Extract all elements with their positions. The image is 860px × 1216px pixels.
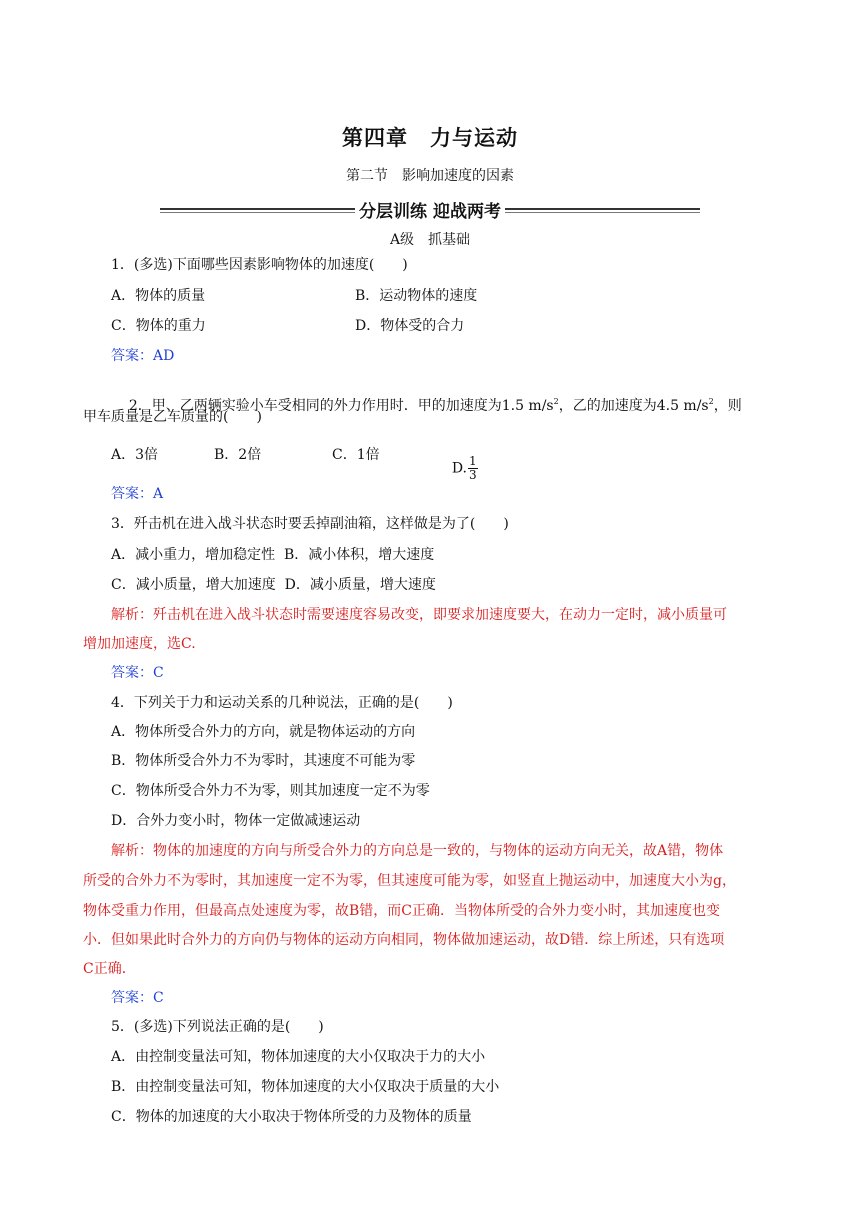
q2-stem-part2: ，乙的加速度为4.5 m/s: [558, 398, 709, 414]
q2-stem-line2: 甲车质量是乙车质量的( ): [83, 409, 262, 425]
q5-option-c: C．物体的加速度的大小取决于物体所受的力及物体的质量: [111, 1109, 472, 1125]
q3-options-cd: C．减小质量，增大加速度 D．减小质量，增大速度: [111, 577, 436, 593]
q4-analysis-line1: 解析：物体的加速度的方向与所受合外力的方向总是一致的，与物体的运动方向无关，故A错，物体: [111, 843, 724, 859]
level-heading: A级 抓基础: [389, 232, 471, 248]
q4-analysis-line2: 所受的合外力不为零时，其加速度一定不为零，但其速度可能为零，如竖直上抛运动中，加速度大小为g，: [83, 873, 736, 889]
q2-answer: 答案：A: [111, 486, 164, 502]
q1-option-c: C．物体的重力: [111, 318, 206, 334]
banner: [160, 196, 700, 222]
banner-text: 分层训练 迎战两考: [359, 201, 501, 222]
fraction-denominator: 3: [469, 468, 477, 482]
q1-option-b: B．运动物体的速度: [355, 288, 478, 304]
chapter-title: 第四章 力与运动: [342, 126, 518, 150]
q4-analysis-line5: C正确．: [83, 961, 136, 977]
q4-stem: 4．下列关于力和运动关系的几种说法，正确的是( ): [111, 695, 453, 711]
banner-rule-right: [505, 208, 700, 210]
q5-stem: 5．(多选)下列说法正确的是( ): [111, 1019, 324, 1035]
q4-option-b: B．物体所受合外力不为零时，其速度不可能为零: [111, 753, 416, 769]
q4-option-c: C．物体所受合外力不为零，则其加速度一定不为零: [111, 783, 430, 799]
q2-stem-part3: ，则: [713, 398, 742, 414]
q2-stem-line1: [111, 376, 742, 436]
q2-option-d: [434, 435, 478, 502]
q3-stem: 3．歼击机在进入战斗状态时要丢掉副油箱，这样做是为了( ): [111, 516, 509, 532]
q4-analysis-line4: 小．但如果此时合外力的方向仍与物体的运动方向相同，物体做加速运动，故D错．综上所述，只有选项: [83, 932, 725, 948]
q5-option-a: A．由控制变量法可知，物体加速度的大小仅取决于力的大小: [111, 1049, 486, 1065]
q1-answer: 答案：AD: [111, 348, 175, 364]
fraction-numerator: 1: [469, 454, 477, 468]
q1-option-d: D．物体受的合力: [355, 318, 465, 334]
q2-option-b: B．2倍: [214, 447, 262, 463]
banner-rule-left: [160, 208, 355, 210]
q2-sup2: 2: [708, 397, 714, 406]
q2-stem-part1: 2．甲、乙两辆实验小车受相同的外力作用时．甲的加速度为1.5 m/s: [128, 398, 554, 414]
section-title: 第二节 影响加速度的因素: [346, 168, 514, 184]
q3-options-ab: A．减小重力，增加稳定性 B．减小体积，增大速度: [111, 547, 435, 563]
q2-option-c: C．1倍: [332, 447, 380, 463]
q2-sup1: 2: [553, 397, 559, 406]
q3-analysis-line2: 增加加速度，选C.: [83, 636, 196, 652]
q1-stem: 1．(多选)下面哪些因素影响物体的加速度( ): [111, 257, 408, 273]
q3-answer: 答案：C: [111, 665, 164, 681]
q2-option-a: A．3倍: [111, 447, 159, 463]
q3-analysis-line1: 解析：歼击机在进入战斗状态时需要速度容易改变，即要求加速度要大，在动力一定时，减小质量可: [111, 607, 727, 623]
q2-option-d-prefix: D.: [451, 460, 467, 477]
q4-answer: 答案：C: [111, 990, 164, 1006]
q2-option-d-fraction: [468, 455, 478, 482]
q5-option-b: B．由控制变量法可知，物体加速度的大小仅取决于质量的大小: [111, 1079, 500, 1095]
q1-option-a: A．物体的质量: [111, 288, 206, 304]
q4-analysis-line3: 物体受重力作用，但最高点处速度为零，故B错，而C正确．当物体所受的合外力变小时，其加速度也变: [83, 903, 720, 919]
q4-option-d: D．合外力变小时，物体一定做减速运动: [111, 813, 361, 829]
q4-option-a: A．物体所受合外力的方向，就是物体运动的方向: [111, 724, 416, 740]
